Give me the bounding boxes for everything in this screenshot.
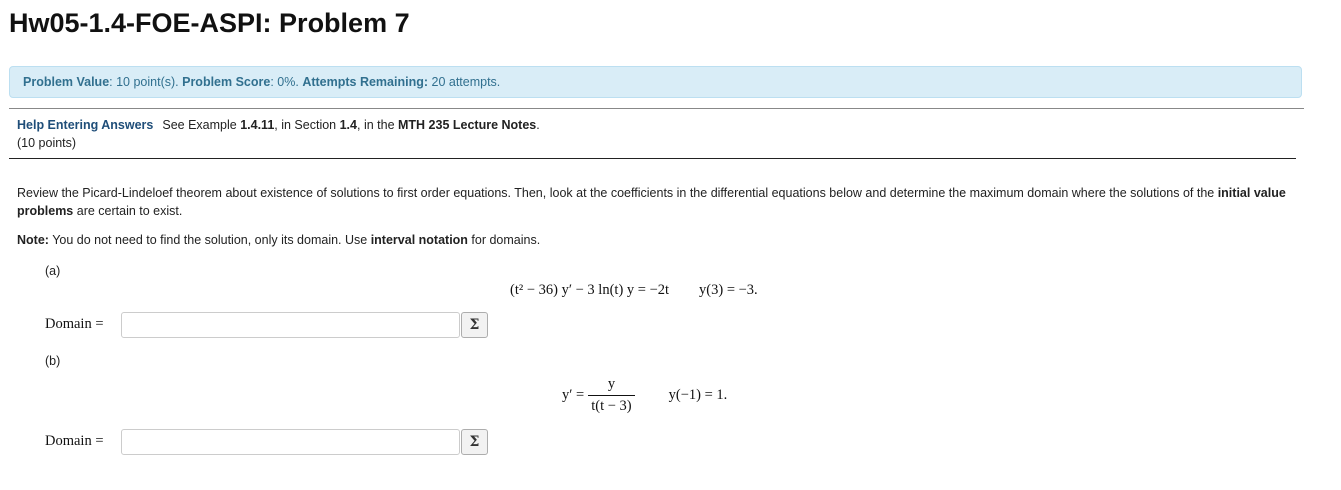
help-section-ref: 1.4 — [339, 118, 357, 132]
problem-score-text: : 0%. — [270, 75, 303, 89]
help-text-2: , in Section — [274, 118, 340, 132]
help-example-ref: 1.4.11 — [240, 118, 275, 132]
part-a-domain-label: Domain = — [45, 316, 104, 332]
help-text-3: , in the — [357, 118, 398, 132]
problem-intro — [17, 184, 1307, 220]
top-divider — [9, 108, 1304, 109]
part-a-ode: (t² − 36) y′ − 3 ln(t) y = −2t — [510, 282, 670, 298]
page-title: Hw05-1.4-FOE-ASPI: Problem 7 — [9, 8, 410, 38]
help-entering-answers-link[interactable]: Help Entering Answers — [17, 118, 154, 132]
part-b-equation-editor-button[interactable]: Σ — [461, 429, 488, 455]
part-a-equation-editor-button[interactable]: Σ — [461, 312, 488, 338]
problem-value-text: : 10 point(s). — [109, 75, 183, 89]
problem-score-label: Problem Score — [182, 75, 271, 89]
intro-bold: initial value problems — [17, 186, 1286, 218]
note-text-2: for domains. — [467, 233, 541, 247]
part-b-domain-label: Domain = — [45, 433, 104, 449]
help-line — [17, 118, 540, 132]
intro-text-2: are certain to exist. — [73, 204, 183, 218]
help-notes-ref: MTH 235 Lecture Notes — [398, 118, 537, 132]
note-text-1: You do not need to find the solution, only its domain. Use — [48, 233, 371, 247]
note-bold: interval notation — [370, 233, 468, 247]
note — [17, 233, 540, 247]
part-a-label: (a) — [45, 264, 61, 278]
part-b-lhs: y′ = — [562, 386, 585, 403]
help-text-4: . — [536, 118, 540, 132]
attempts-remaining-label: Attempts Remaining: — [302, 75, 429, 89]
attempts-remaining-text: 20 attempts. — [428, 75, 501, 89]
part-b-label: (b) — [45, 354, 61, 368]
section-divider — [9, 158, 1296, 159]
part-a-equation — [510, 282, 758, 299]
points-value: (10 points) — [17, 136, 77, 150]
part-b-numerator: y — [607, 376, 616, 392]
part-b-domain-input[interactable] — [121, 429, 460, 455]
part-b-equation — [562, 376, 727, 415]
note-label: Note: — [17, 233, 49, 247]
part-b-fraction — [588, 376, 634, 415]
intro-text-1: Review the Picard-Lindeloef theorem about existence of solutions to first order equations. Then, look at the coefficients in the differential equations below and determine the maximum domain where the solutions of the — [17, 186, 1218, 200]
problem-info-box — [9, 66, 1302, 98]
part-a-domain-input[interactable] — [121, 312, 460, 338]
problem-value-label: Problem Value — [23, 75, 110, 89]
part-b-initial-condition: y(−1) = 1. — [668, 386, 728, 403]
help-text-1: See Example — [162, 118, 241, 132]
part-a-initial-condition: y(3) = −3. — [699, 282, 758, 298]
part-b-denominator: t(t − 3) — [588, 395, 634, 415]
